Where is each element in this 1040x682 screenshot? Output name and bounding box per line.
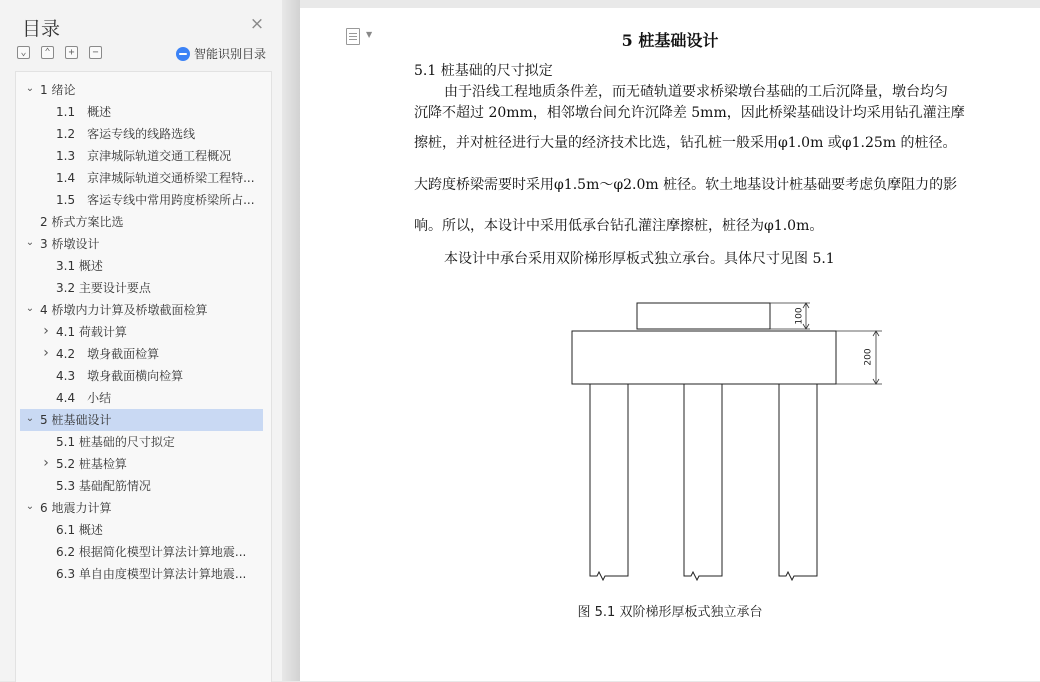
- toc-item-label: 6.3 单自由度模型计算法计算地震...: [56, 567, 247, 581]
- toc-item-label: 1 绪论: [40, 83, 76, 97]
- paragraph-line: 沉降不超过 20mm，相邻墩台间允许沉降差 5mm，因此桥梁基础设计均采用钻孔灌注摩: [414, 105, 965, 121]
- toc-item-label: 4 桥墩内力计算及桥墩截面检算: [40, 303, 208, 317]
- chapter-title: 5 桩基础设计: [621, 31, 719, 50]
- toc-item[interactable]: [20, 255, 263, 277]
- toc-item[interactable]: [20, 519, 263, 541]
- toc-item-label: 6.1 概述: [56, 523, 103, 537]
- toc-item[interactable]: [20, 145, 263, 167]
- chevron-right-icon[interactable]: ›: [43, 345, 49, 361]
- toc-item[interactable]: [20, 79, 263, 101]
- chevron-right-icon[interactable]: ›: [43, 323, 49, 339]
- toc-item[interactable]: [20, 167, 263, 189]
- remove-level-icon[interactable]: −: [89, 46, 102, 59]
- toc-item-label: 3.2 主要设计要点: [56, 281, 151, 295]
- dimension-lines: [770, 303, 882, 384]
- toc-item-label: 5.3 基础配筋情况: [56, 479, 151, 493]
- pile-cap-figure: [570, 298, 890, 588]
- toc-item[interactable]: [20, 541, 263, 563]
- add-level-icon[interactable]: +: [65, 46, 78, 59]
- toc-item[interactable]: [20, 233, 263, 255]
- toc-item[interactable]: [20, 365, 263, 387]
- toc-item-label: 4.3 墩身截面横向检算: [56, 369, 184, 383]
- paragraph-line: 擦桩，并对桩径进行大量的经济技术比选，钻孔桩一般采用φ1.0m 或φ1.25m 的桩径。: [414, 135, 957, 151]
- pile-left: [590, 384, 628, 580]
- toc-item[interactable]: [20, 189, 263, 211]
- toc-item-label: 1.2 客运专线的线路选线: [56, 127, 196, 141]
- close-icon[interactable]: ×: [249, 14, 265, 34]
- toc-item[interactable]: [20, 497, 263, 519]
- chevron-down-icon[interactable]: ⌄: [25, 83, 35, 94]
- toc-item[interactable]: [20, 453, 263, 475]
- toc-item-label: 1.1 概述: [56, 105, 112, 119]
- toc-item-label: 4.1 荷载计算: [56, 325, 127, 339]
- toc-item-label: 2 桥式方案比选: [40, 215, 124, 229]
- toc-item[interactable]: [20, 123, 263, 145]
- chevron-down-icon[interactable]: ⌄: [25, 237, 35, 248]
- toc-item-label: 6 地震力计算: [40, 501, 112, 515]
- toc-item[interactable]: [20, 343, 263, 365]
- expand-all-icon[interactable]: ⌄: [17, 46, 30, 59]
- toc-item[interactable]: [20, 475, 263, 497]
- smart-toc-button[interactable]: [176, 45, 266, 62]
- chevron-down-icon[interactable]: ⌄: [25, 413, 35, 424]
- toc-item[interactable]: [20, 431, 263, 453]
- toc-item[interactable]: [20, 387, 263, 409]
- toc-item[interactable]: [20, 563, 263, 585]
- toc-item-label: 1.5 客运专线中常用跨度桥梁所占...: [56, 193, 255, 207]
- paragraph-line: 响。所以，本设计中采用低承台钻孔灌注摩擦桩，桩径为φ1.0m。: [414, 218, 824, 234]
- chevron-down-icon[interactable]: ▼: [366, 30, 373, 39]
- toc-item-label: 4.2 墩身截面检算: [56, 347, 160, 361]
- toc-item[interactable]: [20, 277, 263, 299]
- toc-title: 目录: [22, 18, 61, 40]
- toc-item[interactable]: [20, 409, 263, 431]
- pile-right: [779, 384, 817, 580]
- toc-item-label: 4.4 小结: [56, 391, 112, 405]
- toc-item[interactable]: [20, 299, 263, 321]
- toc-list: [15, 71, 272, 682]
- document-page: [300, 8, 1040, 681]
- toc-sidebar: [0, 0, 282, 681]
- toc-item[interactable]: [20, 211, 263, 233]
- smart-recognition-icon: [176, 47, 190, 61]
- chevron-down-icon[interactable]: ⌄: [25, 303, 35, 314]
- toc-item-label: 5.2 桩基检算: [56, 457, 127, 471]
- panel-divider[interactable]: [282, 0, 300, 681]
- toc-item-label: 5 桩基础设计: [40, 413, 112, 427]
- collapse-all-icon[interactable]: ⌃: [41, 46, 54, 59]
- toc-item-label: 1.3 京津城际轨道交通工程概况: [56, 149, 232, 163]
- toc-item-label: 6.2 根据简化模型计算法计算地震...: [56, 545, 247, 559]
- toc-item-label: 3.1 概述: [56, 259, 103, 273]
- paragraph-line: 大跨度桥梁需要时采用φ1.5m～φ2.0m 桩径。软土地基设计桩基础要考虑负摩阻力的影: [414, 177, 958, 193]
- lower-cap-block: [572, 331, 836, 384]
- smart-toc-label: 智能识别目录: [194, 47, 267, 61]
- dim-label-top: 100: [794, 307, 805, 325]
- dim-label-bottom: 200: [863, 348, 874, 366]
- paragraph-line: 本设计中承台采用双阶梯形厚板式独立承台。具体尺寸见图 5.1: [444, 251, 835, 267]
- toc-item[interactable]: [20, 101, 263, 123]
- figure-caption: 图 5.1 双阶梯形厚板式独立承台: [577, 605, 763, 620]
- toc-item-label: 1.4 京津城际轨道交通桥梁工程特...: [56, 171, 255, 185]
- pile-middle: [684, 384, 722, 580]
- toc-item-label: 5.1 桩基础的尺寸拟定: [56, 435, 175, 449]
- chevron-right-icon[interactable]: ›: [43, 455, 49, 471]
- paragraph-line: 由于沿线工程地质条件差，而无碴轨道要求桥梁墩台基础的工后沉降量，墩台均匀: [444, 84, 948, 100]
- upper-cap-block: [637, 303, 770, 329]
- toc-item-label: 3 桥墩设计: [40, 237, 100, 251]
- toc-item[interactable]: [20, 321, 263, 343]
- chevron-down-icon[interactable]: ⌄: [25, 501, 35, 512]
- section-heading: 5.1 桩基础的尺寸拟定: [414, 63, 553, 79]
